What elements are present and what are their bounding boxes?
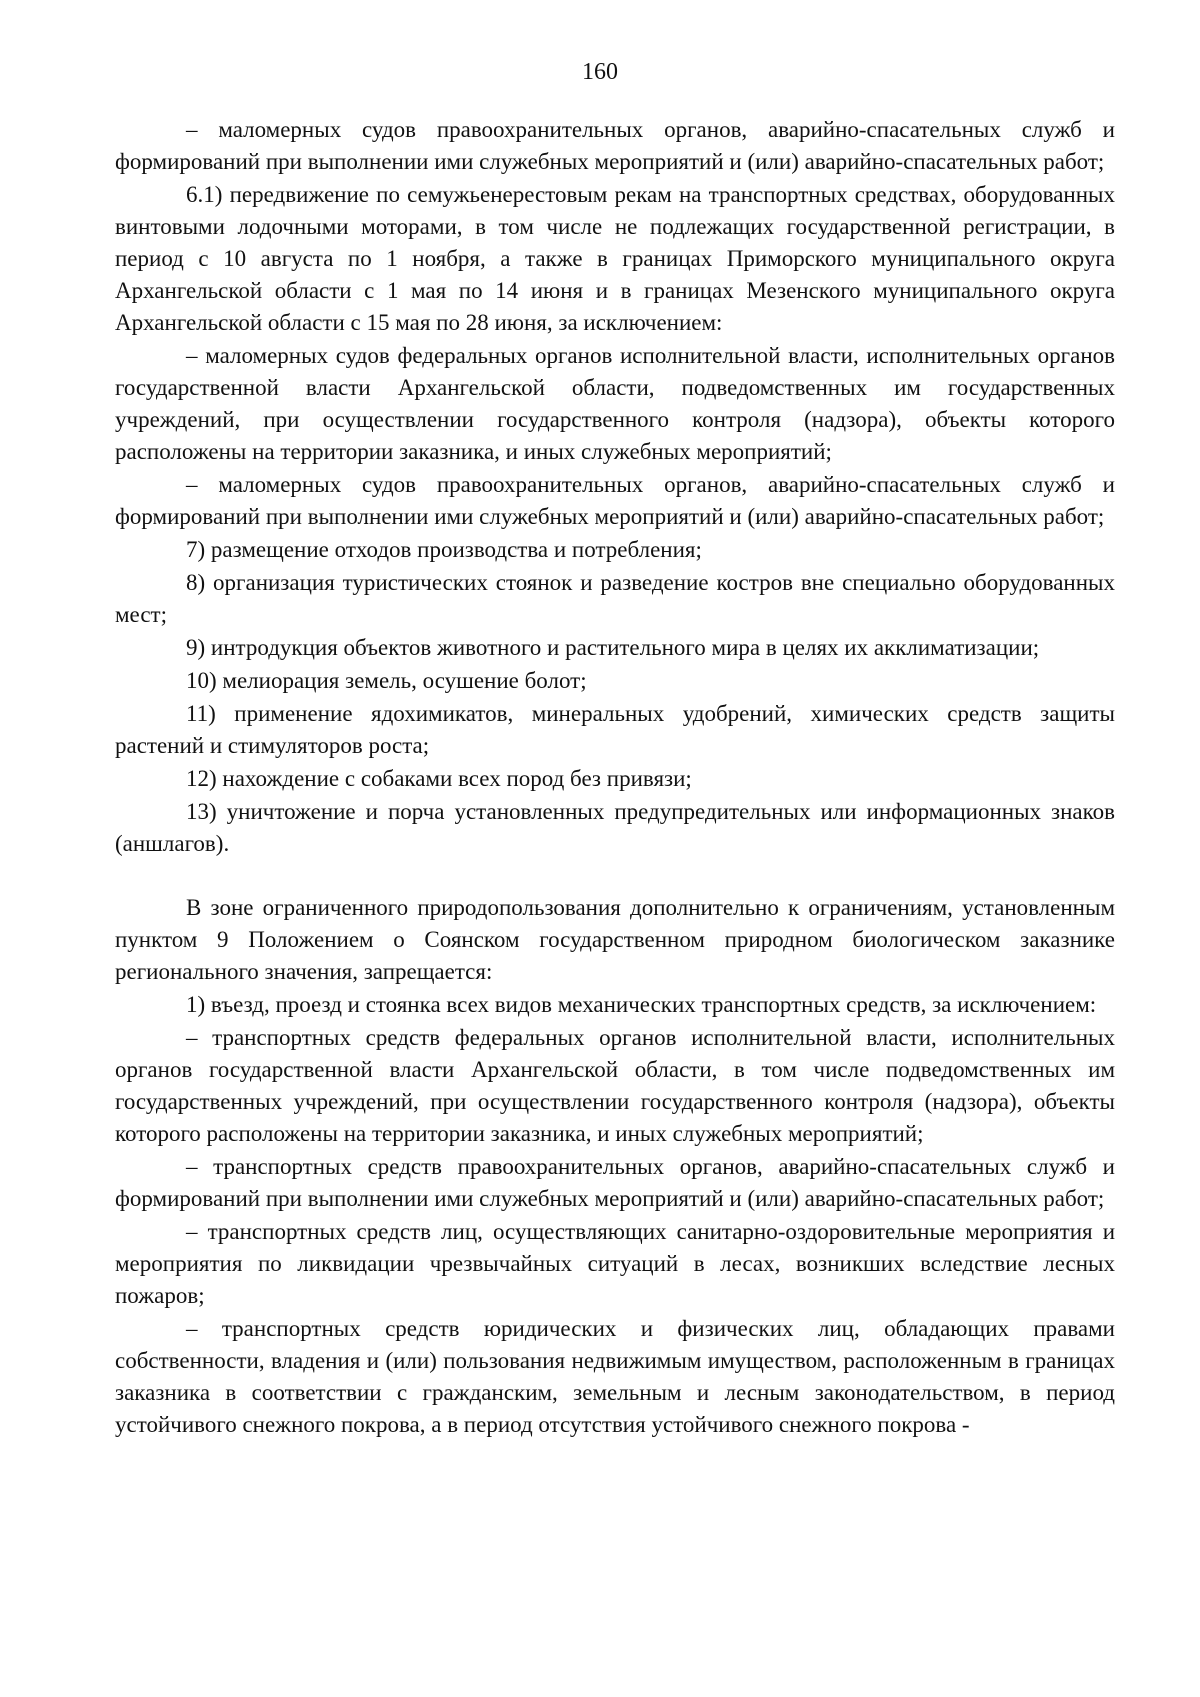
paragraph: – транспортных средств юридических и физических лиц, обладающих правами собственности, владения и (или) пользования недвижимым имуществом, расположенным в границах заказника в соответствии с гражданским, земельным и лесным законодательством, в период устойчивого снежного покрова, а в период отсутствия устойчивого снежного покрова - bbox=[115, 1316, 1115, 1437]
paragraph: 8) организация туристических стоянок и разведение костров вне специально оборудованных мест; bbox=[115, 570, 1115, 627]
document-body bbox=[115, 114, 1115, 1442]
paragraph: – маломерных судов федеральных органов исполнительной власти, исполнительных органов государственной власти Архангельской области, подведомственных им государственных учреждений, при осуществлении государственного контроля (надзора), объекты которого расположены на территории заказника, и иных служебных мероприятий; bbox=[115, 343, 1115, 464]
paragraph: – маломерных судов правоохранительных органов, аварийно-спасательных служб и формирований при выполнении ими служебных мероприятий и (или) аварийно-спасательных работ; bbox=[115, 472, 1115, 529]
paragraph: – транспортных средств лиц, осуществляющих санитарно-оздоровительные мероприятия и мероприятия по ликвидации чрезвычайных ситуаций в лесах, возникших вследствие лесных пожаров; bbox=[115, 1219, 1115, 1308]
page-number: 160 bbox=[582, 59, 618, 85]
paragraph: 12) нахождение с собаками всех пород без привязи; bbox=[186, 766, 692, 791]
paragraph: 9) интродукция объектов животного и растительного мира в целях их акклиматизации; bbox=[186, 635, 1040, 660]
paragraph: 6.1) передвижение по семужьенерестовым рекам на транспортных средствах, оборудованных винтовыми лодочными моторами, в том числе не подлежащих государственной регистрации, в период с 10 августа по 1 ноября, а также в границах Приморского муниципального округа Архангельской области с 1 мая по 14 июня и в границах Мезенского муниципального округа Архангельской области с 15 мая по 28 июня, за исключением: bbox=[115, 182, 1115, 335]
paragraph: – маломерных судов правоохранительных органов, аварийно-спасательных служб и формирований при выполнении ими служебных мероприятий и (или) аварийно-спасательных работ; bbox=[115, 117, 1115, 174]
paragraph: В зоне ограниченного природопользования дополнительно к ограничениям, установленным пунктом 9 Положением о Соянском государственном природном биологическом заказнике регионального значения, запрещается: bbox=[115, 895, 1115, 984]
paragraph: 1) въезд, проезд и стоянка всех видов механических транспортных средств, за исключением: bbox=[186, 992, 1097, 1017]
paragraph: 10) мелиорация земель, осушение болот; bbox=[186, 668, 587, 693]
paragraph: 7) размещение отходов производства и потребления; bbox=[186, 537, 702, 562]
paragraph: – транспортных средств федеральных органов исполнительной власти, исполнительных органов государственной власти Архангельской области, в том числе подведомственных им государственных учреждений, при осуществлении государственного контроля (надзора), объекты которого расположены на территории заказника, и иных служебных мероприятий; bbox=[115, 1025, 1115, 1146]
paragraph: 13) уничтожение и порча установленных предупредительных или информационных знаков (аншлагов). bbox=[115, 799, 1115, 856]
paragraph: – транспортных средств правоохранительных органов, аварийно-спасательных служб и формирований при выполнении ими служебных мероприятий и (или) аварийно-спасательных работ; bbox=[115, 1154, 1115, 1211]
paragraph: 11) применение ядохимикатов, минеральных удобрений, химических средств защиты растений и стимуляторов роста; bbox=[115, 701, 1115, 758]
